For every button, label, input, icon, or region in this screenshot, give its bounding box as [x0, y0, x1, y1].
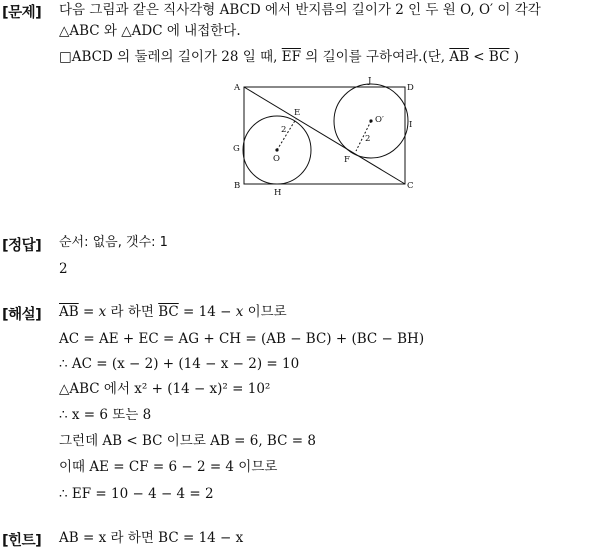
label-a: A — [234, 83, 241, 93]
label-i: I — [409, 120, 413, 130]
solution-line-5: ∴ x = 6 또는 8 — [59, 407, 152, 423]
label-d: D — [407, 83, 414, 93]
var-x: x — [98, 304, 107, 320]
segment-bc: $\overline{BC}$ — [488, 49, 510, 65]
label-radius-o-prime: 2 — [365, 134, 371, 144]
solution-line-2: AC = AE + EC = AG + CH = (AB − BC) + (BC − BH) — [59, 331, 425, 347]
sol1-end: 이므로 — [243, 304, 287, 320]
segment-ab: $\overline{AB}$ — [449, 49, 470, 65]
solution-line-8: ∴ EF = 10 − 4 − 4 = 2 — [59, 486, 214, 502]
problem-line-3-pre: □ABCD 의 둘레의 길이가 28 일 때, — [59, 49, 282, 65]
segment-ef: $\overline{EF}$ — [281, 49, 301, 65]
problem-line-3-mid: 의 길이를 구하여라.(단, — [300, 49, 450, 65]
var-x-2: x — [235, 304, 244, 320]
answer-meta: 순서: 없음, 갯수: 1 — [59, 235, 168, 250]
seg-bc: $\overline{BC}$ — [158, 304, 179, 320]
label-radius-o: 2 — [281, 125, 287, 135]
answer-value: 2 — [59, 261, 68, 277]
label-b: B — [234, 181, 241, 191]
problem-tag: [문제] — [2, 5, 42, 21]
seg-ab: $\overline{AB}$ — [59, 304, 79, 320]
label-g: G — [233, 144, 240, 154]
label-o-prime: O′ — [375, 115, 384, 125]
problem-line-3-lt: < — [469, 49, 489, 65]
solution-line-3: ∴ AC = (x − 2) + (14 − x − 2) = 10 — [59, 356, 300, 372]
problem-line-3-end: ) — [509, 49, 519, 65]
diagonal-ac — [244, 87, 405, 184]
radius-o — [277, 119, 296, 150]
problem-line-2: △ABC 와 △ADC 에 내접한다. — [59, 23, 241, 39]
label-o: O — [273, 154, 280, 164]
center-o-prime — [369, 119, 372, 122]
solution-line-6: 그런데 AB < BC 이므로 AB = 6, BC = 8 — [59, 433, 316, 449]
solution-line-4: △ABC 에서 x² + (14 − x)² = 10² — [59, 381, 271, 397]
label-e: E — [294, 108, 301, 118]
solution-line-7: 이때 AE = CF = 6 − 2 = 4 이므로 — [59, 459, 278, 475]
solution-tag: [해설] — [2, 307, 42, 323]
center-o — [275, 148, 278, 151]
hint-tag: [힌트] — [2, 533, 42, 549]
label-j: J — [368, 76, 372, 86]
sol1-eq2: = 14 − — [178, 304, 236, 320]
sol1-text: 라 하면 — [106, 304, 159, 320]
label-c: C — [407, 181, 414, 191]
answer-tag: [정답] — [2, 238, 42, 254]
label-h: H — [274, 188, 282, 198]
solution-line-1 — [59, 303, 287, 321]
sol1-eq: = — [78, 304, 99, 320]
problem-line-1: 다음 그림과 같은 직사각형 ABCD 에서 반지름의 길이가 2 인 두 원 O, O′ 이 각각 — [59, 2, 541, 18]
hint-line-1: AB = x 라 하면 BC = 14 − x — [59, 530, 244, 546]
label-f: F — [344, 155, 350, 165]
